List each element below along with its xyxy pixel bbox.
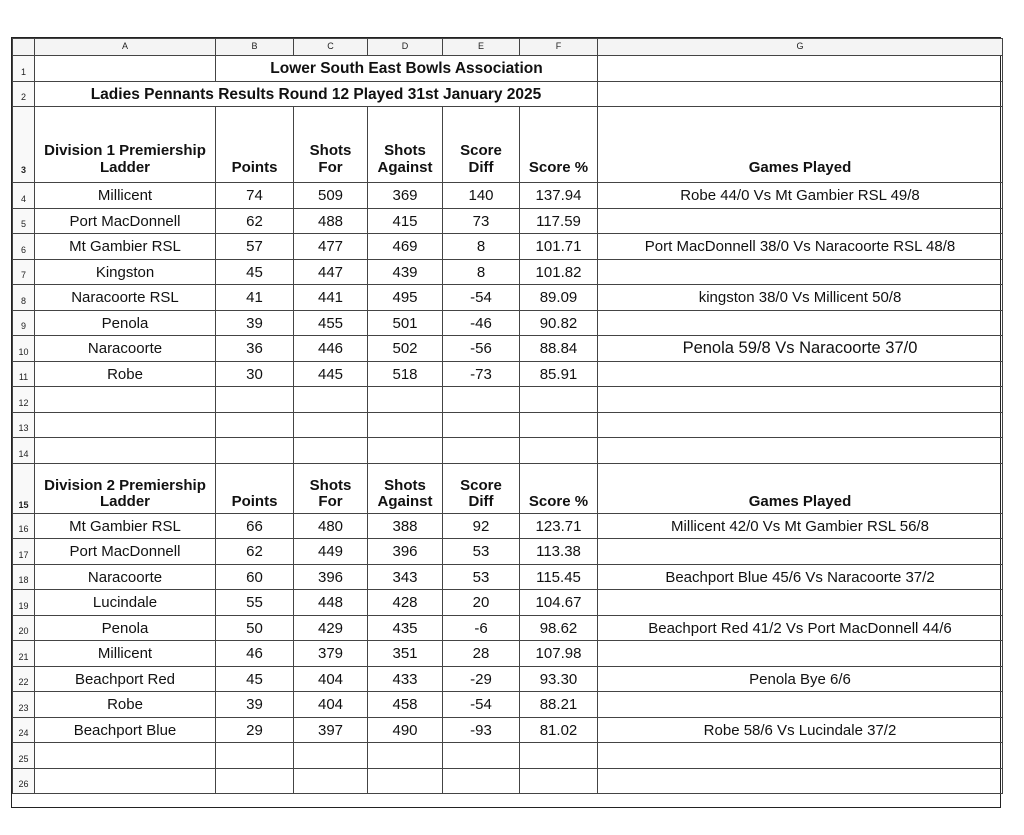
row-number[interactable]: 19 [13, 590, 35, 616]
cell[interactable] [216, 768, 294, 794]
points[interactable]: 36 [216, 336, 294, 362]
points[interactable]: 66 [216, 513, 294, 539]
score-diff[interactable]: -93 [443, 717, 520, 743]
cell[interactable] [216, 743, 294, 769]
row-number[interactable]: 14 [13, 438, 35, 464]
column-header[interactable]: D [368, 39, 443, 56]
shots-for[interactable]: 447 [294, 259, 368, 285]
column-header-row [13, 39, 1003, 56]
row-number[interactable]: 7 [13, 259, 35, 285]
cell[interactable] [443, 387, 520, 413]
points[interactable]: 30 [216, 361, 294, 387]
score-diff[interactable]: 73 [443, 208, 520, 234]
shots-against[interactable]: 435 [368, 615, 443, 641]
team-name[interactable]: Naracoorte [35, 564, 216, 590]
row-number[interactable]: 2 [13, 81, 35, 107]
div1-col-score-pct[interactable]: Score % [520, 107, 598, 183]
table-row [13, 208, 1003, 234]
score-diff[interactable]: 53 [443, 564, 520, 590]
cell[interactable] [520, 743, 598, 769]
points[interactable]: 62 [216, 539, 294, 565]
score-pct[interactable]: 113.38 [520, 539, 598, 565]
div1-heading-line2: Ladder [99, 158, 150, 176]
shots-for[interactable]: 455 [294, 310, 368, 336]
row-number[interactable]: 4 [13, 183, 35, 209]
score-diff[interactable]: -56 [443, 336, 520, 362]
game-played[interactable] [598, 692, 1003, 718]
div2-col-shots-for[interactable] [294, 463, 368, 513]
div1-col-shots-for[interactable] [294, 107, 368, 183]
team-name[interactable]: Penola [35, 615, 216, 641]
score-diff[interactable]: 8 [443, 234, 520, 260]
cell[interactable] [216, 412, 294, 438]
points[interactable]: 45 [216, 666, 294, 692]
cell[interactable] [294, 387, 368, 413]
table-row [13, 692, 1003, 718]
header-line: Shots [384, 476, 426, 494]
team-name[interactable]: Millicent [35, 183, 216, 209]
cell[interactable] [35, 387, 216, 413]
sheet-row [13, 743, 1003, 769]
cell[interactable] [443, 412, 520, 438]
cell[interactable] [598, 438, 1003, 464]
row-number[interactable]: 23 [13, 692, 35, 718]
table-row [13, 513, 1003, 539]
score-diff[interactable]: -29 [443, 666, 520, 692]
score-diff[interactable]: -6 [443, 615, 520, 641]
cell[interactable] [598, 81, 1003, 107]
score-pct[interactable]: 101.82 [520, 259, 598, 285]
div2-heading[interactable] [35, 463, 216, 513]
div2-games-played-label[interactable]: Games Played [598, 463, 1003, 513]
cell[interactable] [216, 387, 294, 413]
cell[interactable] [368, 438, 443, 464]
cell[interactable] [520, 412, 598, 438]
shots-against[interactable]: 518 [368, 361, 443, 387]
points[interactable]: 60 [216, 564, 294, 590]
row-number[interactable]: 17 [13, 539, 35, 565]
points[interactable]: 50 [216, 615, 294, 641]
score-pct[interactable]: 93.30 [520, 666, 598, 692]
cell[interactable] [294, 412, 368, 438]
team-name[interactable]: Port MacDonnell [35, 539, 216, 565]
score-pct[interactable]: 88.21 [520, 692, 598, 718]
shots-against[interactable]: 351 [368, 641, 443, 667]
game-played[interactable]: Robe 44/0 Vs Mt Gambier RSL 49/8 [598, 183, 1003, 209]
sheet-row [13, 768, 1003, 794]
div2-col-score-pct[interactable]: Score % [520, 463, 598, 513]
div2-header-row [13, 463, 1003, 513]
cell[interactable] [598, 768, 1003, 794]
header-line: Shots [309, 476, 352, 494]
column-header[interactable]: G [598, 39, 1003, 56]
team-name[interactable]: Kingston [35, 259, 216, 285]
row-number[interactable]: 20 [13, 615, 35, 641]
div1-col-score-diff[interactable] [443, 107, 520, 183]
sheet-row [13, 412, 1003, 438]
score-pct[interactable]: 107.98 [520, 641, 598, 667]
game-played[interactable]: kingston 38/0 Vs Millicent 50/8 [598, 285, 1003, 311]
points[interactable]: 46 [216, 641, 294, 667]
table-row [13, 183, 1003, 209]
table-row [13, 615, 1003, 641]
game-played[interactable] [598, 208, 1003, 234]
column-header[interactable]: F [520, 39, 598, 56]
team-name[interactable]: Robe [35, 692, 216, 718]
score-pct[interactable]: 85.91 [520, 361, 598, 387]
score-pct[interactable]: 115.45 [520, 564, 598, 590]
sheet-row [13, 438, 1003, 464]
shots-against[interactable]: 495 [368, 285, 443, 311]
score-diff[interactable]: 28 [443, 641, 520, 667]
table-row [13, 234, 1003, 260]
shots-for[interactable]: 488 [294, 208, 368, 234]
game-played[interactable] [598, 641, 1003, 667]
cell[interactable] [443, 743, 520, 769]
row-number[interactable]: 6 [13, 234, 35, 260]
shots-for[interactable]: 441 [294, 285, 368, 311]
team-name[interactable]: Lucindale [35, 590, 216, 616]
shots-for[interactable]: 397 [294, 717, 368, 743]
row-number[interactable]: 3 [13, 107, 35, 183]
div2-col-shots-against[interactable] [368, 463, 443, 513]
shots-against[interactable]: 369 [368, 183, 443, 209]
row-number[interactable]: 11 [13, 361, 35, 387]
score-diff[interactable]: -54 [443, 285, 520, 311]
points[interactable]: 62 [216, 208, 294, 234]
score-pct[interactable]: 123.71 [520, 513, 598, 539]
table-row [13, 590, 1003, 616]
spreadsheet [12, 38, 1003, 794]
div1-heading-line1: Division 1 Premiership [44, 142, 206, 159]
score-pct[interactable]: 104.67 [520, 590, 598, 616]
row-number[interactable]: 9 [13, 310, 35, 336]
div1-games-played-label[interactable]: Games Played [598, 107, 1003, 183]
points[interactable]: 57 [216, 234, 294, 260]
div1-col-shots-against[interactable] [368, 107, 443, 183]
score-diff[interactable]: 140 [443, 183, 520, 209]
team-name[interactable]: Robe [35, 361, 216, 387]
cell[interactable] [35, 768, 216, 794]
shots-against[interactable]: 343 [368, 564, 443, 590]
score-pct[interactable]: 89.09 [520, 285, 598, 311]
cell[interactable] [35, 56, 216, 82]
shots-against[interactable]: 428 [368, 590, 443, 616]
game-played[interactable]: Penola 59/8 Vs Naracoorte 37/0 [598, 336, 1003, 362]
score-pct[interactable]: 101.71 [520, 234, 598, 260]
points[interactable]: 29 [216, 717, 294, 743]
shots-against[interactable]: 439 [368, 259, 443, 285]
cell[interactable] [520, 768, 598, 794]
game-played[interactable] [598, 361, 1003, 387]
row-number[interactable]: 24 [13, 717, 35, 743]
header-line: Score [460, 476, 502, 494]
shots-for[interactable]: 404 [294, 692, 368, 718]
shots-for[interactable]: 448 [294, 590, 368, 616]
sheet-row [13, 81, 1003, 107]
team-name[interactable]: Naracoorte RSL [35, 285, 216, 311]
game-played[interactable] [598, 590, 1003, 616]
div2-col-score-diff[interactable] [443, 463, 520, 513]
shots-for[interactable]: 446 [294, 336, 368, 362]
cell[interactable] [368, 743, 443, 769]
cell[interactable] [35, 438, 216, 464]
cell[interactable] [35, 743, 216, 769]
row-number[interactable]: 22 [13, 666, 35, 692]
shots-against[interactable]: 502 [368, 336, 443, 362]
header-line: For [318, 493, 343, 510]
shots-for[interactable]: 379 [294, 641, 368, 667]
column-header[interactable]: B [216, 39, 294, 56]
game-played[interactable] [598, 539, 1003, 565]
cell[interactable] [520, 387, 598, 413]
cell[interactable] [520, 438, 598, 464]
game-played[interactable]: Beachport Red 41/2 Vs Port MacDonnell 44/6 [598, 615, 1003, 641]
row-number[interactable]: 18 [13, 564, 35, 590]
team-name[interactable]: Naracoorte [35, 336, 216, 362]
shots-against[interactable]: 469 [368, 234, 443, 260]
cell[interactable] [598, 743, 1003, 769]
points[interactable]: 39 [216, 692, 294, 718]
score-pct[interactable]: 117.59 [520, 208, 598, 234]
div1-header-row [13, 107, 1003, 183]
table-row [13, 259, 1003, 285]
shots-for[interactable]: 449 [294, 539, 368, 565]
row-number[interactable]: 26 [13, 768, 35, 794]
table-row [13, 361, 1003, 387]
shots-against[interactable]: 433 [368, 666, 443, 692]
shots-against[interactable]: 458 [368, 692, 443, 718]
table-row [13, 285, 1003, 311]
table-row [13, 336, 1003, 362]
score-pct[interactable]: 98.62 [520, 615, 598, 641]
header-line: Shots [384, 142, 426, 159]
header-line: Diff [468, 493, 494, 510]
row-number[interactable]: 8 [13, 285, 35, 311]
table-row [13, 564, 1003, 590]
points[interactable]: 45 [216, 259, 294, 285]
points[interactable]: 74 [216, 183, 294, 209]
game-played[interactable] [598, 310, 1003, 336]
score-diff[interactable]: 8 [443, 259, 520, 285]
sheet-row [13, 56, 1003, 82]
column-header[interactable]: C [294, 39, 368, 56]
shots-for[interactable]: 429 [294, 615, 368, 641]
div1-heading[interactable] [35, 107, 216, 183]
points[interactable]: 41 [216, 285, 294, 311]
shots-against[interactable]: 415 [368, 208, 443, 234]
score-pct[interactable]: 81.02 [520, 717, 598, 743]
sheet-body [13, 39, 1003, 794]
table-row [13, 310, 1003, 336]
row-number[interactable]: 1 [13, 56, 35, 82]
header-line: Against [377, 493, 433, 510]
header-line: Shots [309, 142, 352, 159]
row-number[interactable]: 25 [13, 743, 35, 769]
header-line: For [318, 158, 343, 176]
row-number[interactable]: 12 [13, 387, 35, 413]
score-pct[interactable]: 90.82 [520, 310, 598, 336]
team-name[interactable]: Mt Gambier RSL [35, 513, 216, 539]
score-diff[interactable]: 92 [443, 513, 520, 539]
header-line: Against [377, 158, 433, 176]
cell[interactable] [443, 768, 520, 794]
score-pct[interactable]: 137.94 [520, 183, 598, 209]
header-line: Score [460, 142, 502, 159]
points[interactable]: 39 [216, 310, 294, 336]
shots-against[interactable]: 501 [368, 310, 443, 336]
row-number[interactable]: 13 [13, 412, 35, 438]
table-row [13, 666, 1003, 692]
cell[interactable] [216, 438, 294, 464]
score-pct[interactable]: 88.84 [520, 336, 598, 362]
sheet-row [13, 387, 1003, 413]
row-number[interactable]: 10 [13, 336, 35, 362]
report-title[interactable]: Lower South East Bowls Association [216, 56, 598, 82]
div2-heading-line2: Ladder [99, 493, 150, 510]
team-name[interactable]: Millicent [35, 641, 216, 667]
cell[interactable] [294, 768, 368, 794]
cell[interactable] [443, 438, 520, 464]
row-number[interactable]: 21 [13, 641, 35, 667]
shots-against[interactable]: 396 [368, 539, 443, 565]
row-number[interactable]: 16 [13, 513, 35, 539]
points[interactable]: 55 [216, 590, 294, 616]
team-name[interactable]: Beachport Red [35, 666, 216, 692]
score-diff[interactable]: 53 [443, 539, 520, 565]
row-number[interactable]: 5 [13, 208, 35, 234]
shots-for[interactable]: 404 [294, 666, 368, 692]
score-diff[interactable]: -54 [443, 692, 520, 718]
shots-for[interactable]: 509 [294, 183, 368, 209]
score-diff[interactable]: -46 [443, 310, 520, 336]
game-played[interactable]: Millicent 42/0 Vs Mt Gambier RSL 56/8 [598, 513, 1003, 539]
game-played[interactable] [598, 259, 1003, 285]
column-header[interactable]: E [443, 39, 520, 56]
div2-heading-line1: Division 2 Premiership [44, 476, 206, 494]
shots-for[interactable]: 396 [294, 564, 368, 590]
corner-cell[interactable] [13, 39, 35, 56]
score-diff[interactable]: -73 [443, 361, 520, 387]
header-line: Diff [468, 158, 494, 176]
shots-against[interactable]: 388 [368, 513, 443, 539]
report-subtitle[interactable]: Ladies Pennants Results Round 12 Played 31st January 2025 [35, 81, 598, 107]
cell[interactable] [598, 56, 1003, 82]
cell[interactable] [368, 387, 443, 413]
table-row [13, 717, 1003, 743]
game-played[interactable]: Port MacDonnell 38/0 Vs Naracoorte RSL 48/8 [598, 234, 1003, 260]
cell[interactable] [368, 412, 443, 438]
row-number[interactable]: 15 [13, 463, 35, 513]
shots-for[interactable]: 480 [294, 513, 368, 539]
team-name[interactable]: Beachport Blue [35, 717, 216, 743]
cell[interactable] [294, 438, 368, 464]
shots-for[interactable]: 477 [294, 234, 368, 260]
team-name[interactable]: Penola [35, 310, 216, 336]
column-header[interactable]: A [35, 39, 216, 56]
cell[interactable] [598, 412, 1003, 438]
cell[interactable] [368, 768, 443, 794]
cell[interactable] [294, 743, 368, 769]
game-played[interactable]: Beachport Blue 45/6 Vs Naracoorte 37/2 [598, 564, 1003, 590]
game-played[interactable]: Penola Bye 6/6 [598, 666, 1003, 692]
cell[interactable] [35, 412, 216, 438]
div2-col-points[interactable]: Points [216, 463, 294, 513]
shots-against[interactable]: 490 [368, 717, 443, 743]
table-row [13, 641, 1003, 667]
shots-for[interactable]: 445 [294, 361, 368, 387]
score-diff[interactable]: 20 [443, 590, 520, 616]
game-played[interactable]: Robe 58/6 Vs Lucindale 37/2 [598, 717, 1003, 743]
team-name[interactable]: Mt Gambier RSL [35, 234, 216, 260]
cell[interactable] [598, 387, 1003, 413]
team-name[interactable]: Port MacDonnell [35, 208, 216, 234]
table-row [13, 539, 1003, 565]
div1-col-points[interactable]: Points [216, 107, 294, 183]
